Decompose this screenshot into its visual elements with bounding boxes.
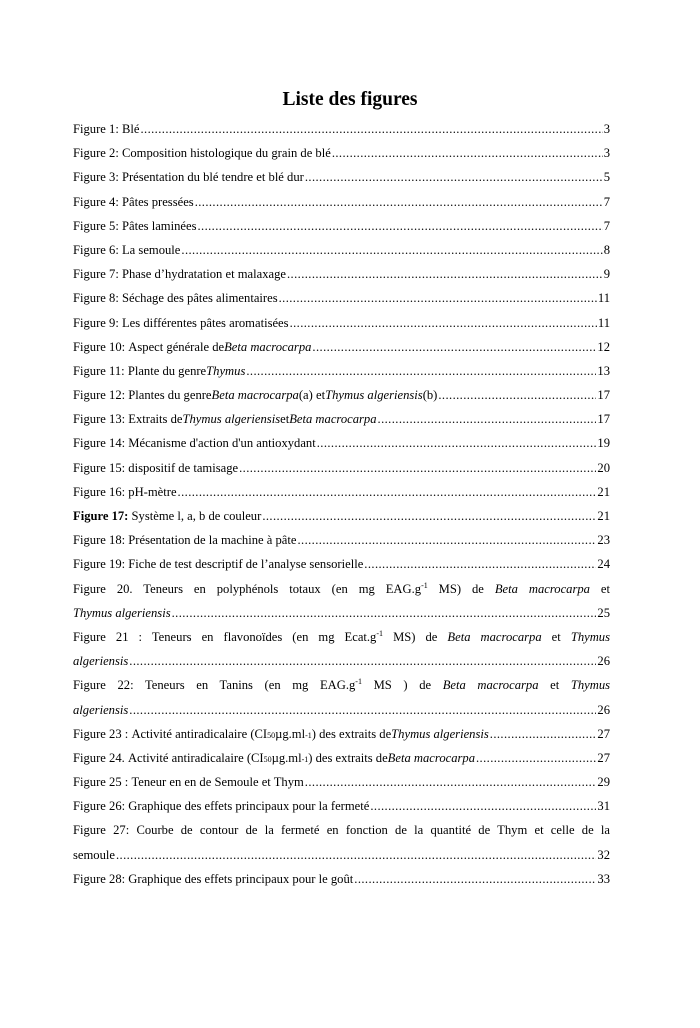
species-name: Beta macrocarpa (387, 750, 475, 765)
page-number: 32 (597, 847, 610, 862)
figure-caption-part: µg.ml (271, 750, 302, 765)
list-item[interactable] (73, 528, 610, 552)
superscript: -1 (421, 580, 428, 590)
superscript: -1 (355, 677, 362, 687)
leader-dots (354, 867, 596, 891)
figure-caption: Teneurs en Tanins (en mg EAG.g (144, 678, 356, 693)
figure-caption-part: MS) de (383, 629, 448, 644)
figure-caption: Séchage des pâtes alimentaires (121, 291, 278, 306)
species-name: Thymus (570, 629, 610, 644)
figure-caption: Teneurs en polyphénols totaux (en mg EAG.g (143, 581, 422, 596)
figure-number: Figure 4: (73, 194, 119, 209)
species-name: algeriensis (73, 702, 129, 717)
figure-caption: Teneur en en de Semoule et Thym (131, 775, 304, 790)
figure-caption: Activité antiradicalaire (CI (131, 726, 268, 741)
figure-number: Figure 24. (73, 750, 125, 765)
figure-number: Figure 13: (73, 412, 126, 427)
species-name: Thymus (206, 363, 246, 378)
leader-dots (195, 190, 603, 214)
figure-caption-part: ) des extraits de (308, 750, 388, 765)
figure-caption: Extraits de (128, 412, 183, 427)
page-number: 33 (597, 871, 610, 886)
figure-caption: Les différentes pâtes aromatisées (121, 315, 289, 330)
species-name: Thymus algeriensis (325, 388, 423, 403)
list-item-line1[interactable] (73, 673, 610, 697)
figure-number: Figure 6: (73, 242, 119, 257)
page-number: 31 (597, 799, 610, 814)
figure-number: Figure 9: (73, 315, 119, 330)
figure-caption: Présentation de la machine à pâte (128, 533, 297, 548)
figure-caption-part: et (280, 412, 290, 427)
figure-caption: Présentation du blé tendre et blé dur (121, 170, 304, 185)
species-name: Beta macrocarpa (211, 388, 299, 403)
list-item-line2[interactable] (73, 843, 610, 867)
list-item[interactable] (73, 770, 610, 794)
page-number: 26 (597, 654, 610, 669)
superscript: -1 (376, 628, 384, 638)
figure-caption: Blé (121, 122, 140, 136)
figure-number: Figure 16: (73, 484, 126, 499)
figure-number: Figure 23 : (73, 726, 129, 741)
figure-caption: Graphique des effets principaux pour le goût (128, 871, 354, 886)
figure-number: Figure 27: (73, 823, 130, 838)
figure-number: Figure 7: (73, 267, 119, 282)
figure-number: Figure 1: (73, 122, 119, 136)
leader-dots (297, 528, 596, 552)
figure-number: Figure 28: (73, 871, 126, 886)
page-title: Liste des figures (282, 89, 418, 110)
list-item[interactable] (73, 190, 610, 214)
page-number: 17 (597, 412, 610, 427)
figure-caption: Plante du genre (127, 363, 207, 378)
figure-number: Figure 17: (73, 509, 129, 523)
figure-caption: Mécanisme d'action d'un antioxydant (128, 436, 316, 451)
figure-number: Figure 26: (73, 799, 126, 814)
leader-dots (116, 843, 596, 867)
leader-dots (332, 141, 603, 165)
page-number: 21 (597, 484, 610, 499)
page-number: 19 (597, 436, 610, 451)
figure-caption: Composition histologique du grain de blé (121, 146, 331, 161)
page-number: 3 (603, 146, 610, 161)
list-item[interactable] (73, 238, 610, 262)
leader-dots (197, 214, 602, 238)
figure-number: Figure 12: (73, 388, 126, 403)
figure-caption: Système l, a, b de couleur (131, 509, 262, 523)
figure-number: Figure 2: (73, 146, 119, 161)
figure-caption-part: (a) et (298, 388, 326, 403)
figure-caption: Phase d’hydratation et malaxage (121, 267, 286, 282)
leader-dots (317, 431, 597, 455)
page-number: 12 (597, 339, 610, 354)
page-number: 26 (597, 702, 610, 717)
leader-dots (239, 456, 596, 480)
list-item[interactable] (73, 383, 610, 407)
leader-dots (287, 262, 603, 286)
list-item[interactable]: Figure 23 : Activité antiradicalaire (CI 50 µg.ml -1 ) des extraits de Thymus algeriensis ..... 27 (73, 722, 610, 746)
leader-dots (305, 770, 597, 794)
leader-dots (364, 552, 596, 576)
list-item[interactable] (73, 480, 610, 504)
figure-caption: La semoule (121, 242, 181, 257)
leader-dots (181, 238, 602, 262)
figure-caption-part: MS ) de (361, 678, 443, 693)
species-name: Thymus algeriensis (73, 605, 171, 620)
species-name: Beta macrocarpa (442, 678, 539, 693)
page-number: 8 (603, 242, 610, 257)
figure-number: Figure 5: (73, 218, 119, 233)
figure-caption-part: (b) (422, 388, 438, 403)
leader-dots (490, 722, 597, 746)
leader-dots (172, 601, 597, 625)
page-number: 7 (603, 194, 610, 209)
list-item[interactable] (73, 262, 610, 286)
list-item-line2[interactable] (73, 601, 610, 625)
list-item[interactable] (73, 359, 610, 383)
figure-list (73, 117, 610, 891)
leader-dots (290, 311, 597, 335)
leader-dots (312, 335, 596, 359)
page-number: 7 (603, 218, 610, 233)
species-name: algeriensis (73, 654, 129, 669)
figure-caption: Courbe de contour de la fermeté en fonction de la quantité de Thym et celle de la (136, 823, 611, 838)
figure-number: Figure 15: (73, 460, 126, 475)
leader-dots (476, 746, 596, 770)
figure-caption-part: semoule (73, 847, 115, 862)
page-number: 21 (597, 509, 610, 523)
page-number: 11 (597, 315, 610, 330)
list-item[interactable] (73, 552, 610, 576)
figure-number: Figure 22: (73, 678, 134, 693)
page-number: 17 (597, 388, 610, 403)
figure-caption-part: et (589, 581, 610, 596)
leader-dots (370, 794, 596, 818)
figure-caption: Activité antiradicalaire (CI (127, 750, 264, 765)
leader-dots (305, 165, 603, 189)
figure-caption: Plantes du genre (128, 388, 212, 403)
page-number: 11 (597, 291, 610, 306)
list-item-line1[interactable] (73, 818, 610, 842)
page-number: 25 (597, 605, 610, 620)
list-item[interactable] (73, 311, 610, 335)
page-number: 5 (603, 170, 610, 185)
list-item-line1[interactable] (73, 577, 610, 601)
figure-caption: Fiche de test descriptif de l’analyse sensorielle (128, 557, 364, 572)
list-item[interactable] (73, 165, 610, 189)
figure-number: Figure 19: (73, 557, 126, 572)
list-item[interactable] (73, 286, 610, 310)
list-item[interactable] (73, 431, 610, 455)
species-name: Thymus algeriensis (182, 412, 281, 427)
species-name: Beta macrocarpa (447, 629, 542, 644)
figure-caption: Graphique des effets principaux pour la fermeté (128, 799, 370, 814)
species-name: Thymus (570, 678, 611, 693)
figure-caption: pH-mètre (128, 484, 177, 499)
page-number: 13 (597, 363, 610, 378)
list-item[interactable] (73, 504, 610, 528)
page-number: 24 (597, 557, 610, 572)
leader-dots (178, 480, 597, 504)
list-item[interactable]: Figure 24. Activité antiradicalaire (CI 50 µg.ml -1 ) des extraits de Beta macrocarpa ..... 27 (73, 746, 610, 770)
figure-number: Figure 8: (73, 291, 119, 306)
figure-caption: dispositif de tamisage (128, 460, 239, 475)
page-number: 27 (597, 750, 610, 765)
figure-number: Figure 10: (73, 339, 126, 354)
figure-caption-part: ) des extraits de (311, 726, 392, 741)
figure-caption-part: et (538, 678, 571, 693)
leader-dots (378, 407, 597, 431)
leader-dots (140, 117, 602, 141)
list-item[interactable] (73, 407, 610, 431)
figure-number: Figure 14: (73, 436, 126, 451)
figure-caption-part: µg.ml (275, 726, 306, 741)
leader-dots (262, 504, 596, 528)
figure-number: Figure 3: (73, 170, 119, 185)
figure-number: Figure 20. (73, 581, 133, 596)
list-item[interactable] (73, 117, 610, 141)
figure-number: Figure 21 : (73, 629, 143, 644)
list-item-line1[interactable] (73, 625, 610, 649)
list-item-line2[interactable] (73, 649, 610, 673)
leader-dots (246, 359, 596, 383)
figure-number: Figure 25 : (73, 775, 129, 790)
leader-dots (279, 286, 597, 310)
figure-number: Figure 11: (73, 363, 125, 378)
figure-caption-part: MS) de (427, 581, 495, 596)
figure-caption-part: et (541, 629, 571, 644)
leader-dots (129, 649, 596, 673)
page-number: 27 (597, 726, 610, 741)
species-name: Beta macrocarpa (494, 581, 590, 596)
list-item[interactable] (73, 141, 610, 165)
figure-number: Figure 18: (73, 533, 126, 548)
species-name: Beta macrocarpa (289, 412, 377, 427)
page-number: 9 (603, 267, 610, 282)
list-item[interactable] (73, 335, 610, 359)
page-number: 23 (597, 533, 610, 548)
figure-caption: Pâtes pressées (121, 194, 194, 209)
list-item-line2[interactable] (73, 698, 610, 722)
page-number: 3 (603, 122, 610, 136)
list-item[interactable] (73, 867, 610, 891)
species-name: Beta macrocarpa (224, 339, 312, 354)
figure-caption: Teneurs en flavonoïdes (en mg Ecat.g (151, 629, 377, 644)
page-number: 20 (597, 460, 610, 475)
list-item[interactable] (73, 456, 610, 480)
list-item[interactable] (73, 214, 610, 238)
figure-caption: Aspect générale de (128, 339, 225, 354)
figure-caption: Pâtes laminées (121, 218, 197, 233)
page-number: 29 (597, 775, 610, 790)
leader-dots (129, 698, 596, 722)
list-item[interactable] (73, 794, 610, 818)
species-name: Thymus algeriensis (391, 726, 489, 741)
leader-dots (438, 383, 596, 407)
